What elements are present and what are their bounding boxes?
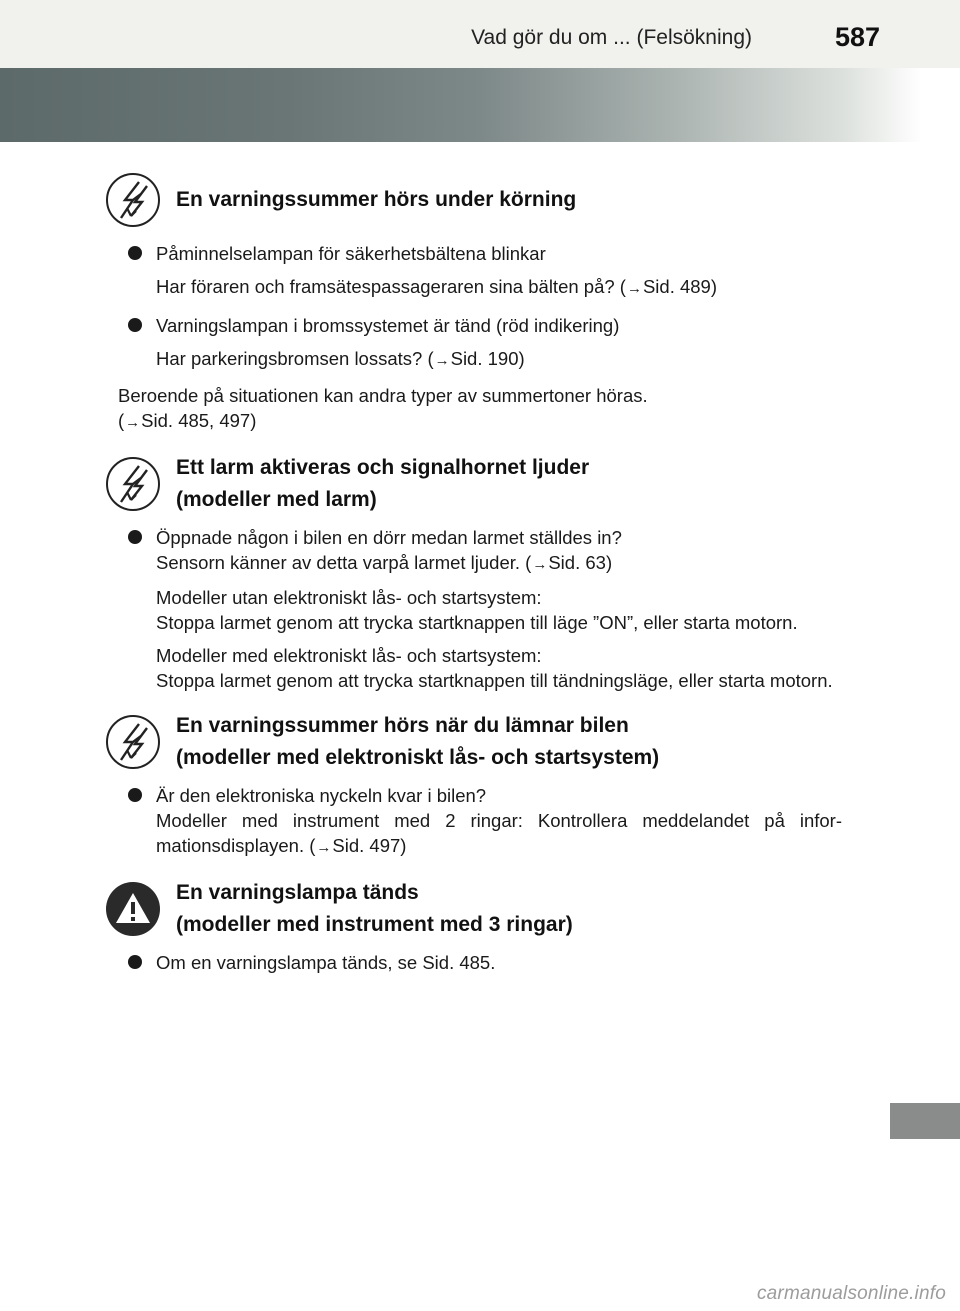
bullet-text: Varningslampan i bromssystemet är tänd (röd indikering): [156, 315, 620, 336]
arrow-right-icon: →: [626, 280, 642, 297]
section-title-line: (modeller med elektroniskt lås- och startsystem): [176, 746, 660, 769]
section-title: [176, 710, 659, 774]
bullet-detail: [156, 346, 842, 373]
arrow-right-icon: →: [434, 352, 450, 369]
list-item: [118, 783, 842, 860]
page-content: [118, 165, 842, 989]
section-header: [106, 165, 842, 235]
detail-text: Modeller med instrument med 2 ringar: Kontrollera meddelandet på informationsdisplayen. (: [156, 810, 842, 856]
page-reference: Sid. 489): [642, 276, 717, 297]
section-warning-light: [118, 874, 842, 975]
page-reference: Sid. 485, 497): [141, 410, 257, 431]
bullet-detail: [156, 274, 842, 301]
section-note: [118, 383, 842, 435]
page-reference: Sid. 63): [548, 552, 613, 573]
paragraph-heading: Modeller utan elektroniskt lås- och startsystem:: [156, 587, 542, 608]
detail-text: Sensorn känner av detta varpå larmet ljuder. (: [156, 552, 532, 573]
bullet-dot: [128, 318, 142, 332]
arrow-right-icon: →: [532, 556, 548, 573]
bullet-dot: [128, 246, 142, 260]
bullet-dot: [128, 788, 142, 802]
section-title-line: (modeller med larm): [176, 488, 377, 511]
note-text: Beroende på situationen kan andra typer av summertoner höras.: [118, 385, 648, 406]
paragraph: [118, 585, 842, 635]
section-title-line: En varningssummer hörs när du lämnar bilen: [176, 714, 629, 737]
bullet-detail: [156, 808, 842, 860]
paragraph-heading: Modeller med elektroniskt lås- och startsystem:: [156, 645, 542, 666]
lightning-icon: [106, 457, 160, 511]
arrow-right-icon: →: [125, 414, 141, 431]
bullet-text: Om en varningslampa tänds, se Sid. 485.: [156, 952, 496, 973]
page-number: 587: [834, 22, 880, 52]
section-alarm: [118, 449, 842, 693]
paragraph-body: Stoppa larmet genom att trycka startknappen till läge ”ON”, eller starta motorn.: [156, 612, 798, 633]
paragraph: [118, 643, 842, 693]
bullet-text: Är den elektroniska nyckeln kvar i bilen?: [156, 785, 487, 806]
paragraph-body: Stoppa larmet genom att trycka startknappen till tändningsläge, eller starta motorn.: [156, 670, 833, 691]
lightning-icon: [106, 715, 160, 769]
bullet-text: Öppnade någon i bilen en dörr medan larmet ställdes in?: [156, 527, 622, 548]
list-item: [118, 950, 842, 975]
section-header: [106, 874, 842, 944]
section-buzzer-driving: [118, 165, 842, 435]
bullet-dot: [128, 530, 142, 544]
detail-text: Har parkeringsbromsen lossats? (: [156, 348, 434, 369]
note-paren: (: [118, 410, 125, 431]
list-item: [118, 525, 842, 577]
bullet-text: Påminnelselampan för säkerhetsbältena blinkar: [156, 243, 546, 264]
lightning-icon: [106, 173, 160, 227]
note-reference: [118, 408, 842, 435]
bullet-detail: [156, 550, 842, 577]
header-title: Vad gör du om ... (Felsökning): [471, 26, 752, 49]
section-header: [106, 707, 842, 777]
section-title: En varningssummer hörs under körning: [176, 188, 577, 211]
arrow-right-icon: →: [316, 839, 332, 856]
list-item: [118, 313, 842, 373]
footer-watermark: carmanualsonline.info: [756, 1283, 946, 1304]
section-header: [106, 449, 842, 519]
section-buzzer-leaving: [118, 707, 842, 860]
page-reference: Sid. 190): [450, 348, 525, 369]
header-gradient-band: [0, 68, 960, 142]
detail-text: Har föraren och framsätespassageraren sina bälten på? (: [156, 276, 626, 297]
section-title-line: Ett larm aktiveras och signalhornet ljuder: [176, 456, 590, 479]
section-title: [176, 877, 573, 941]
page-reference: Sid. 497): [332, 835, 407, 856]
section-title-line: En varningslampa tänds: [176, 881, 419, 904]
section-title: [176, 452, 589, 516]
bullet-dot: [128, 955, 142, 969]
section-title-line: (modeller med instrument med 3 ringar): [176, 913, 573, 936]
chapter-side-tab: [890, 1103, 960, 1139]
warning-exclamation-icon: [106, 882, 160, 936]
list-item: [118, 241, 842, 301]
